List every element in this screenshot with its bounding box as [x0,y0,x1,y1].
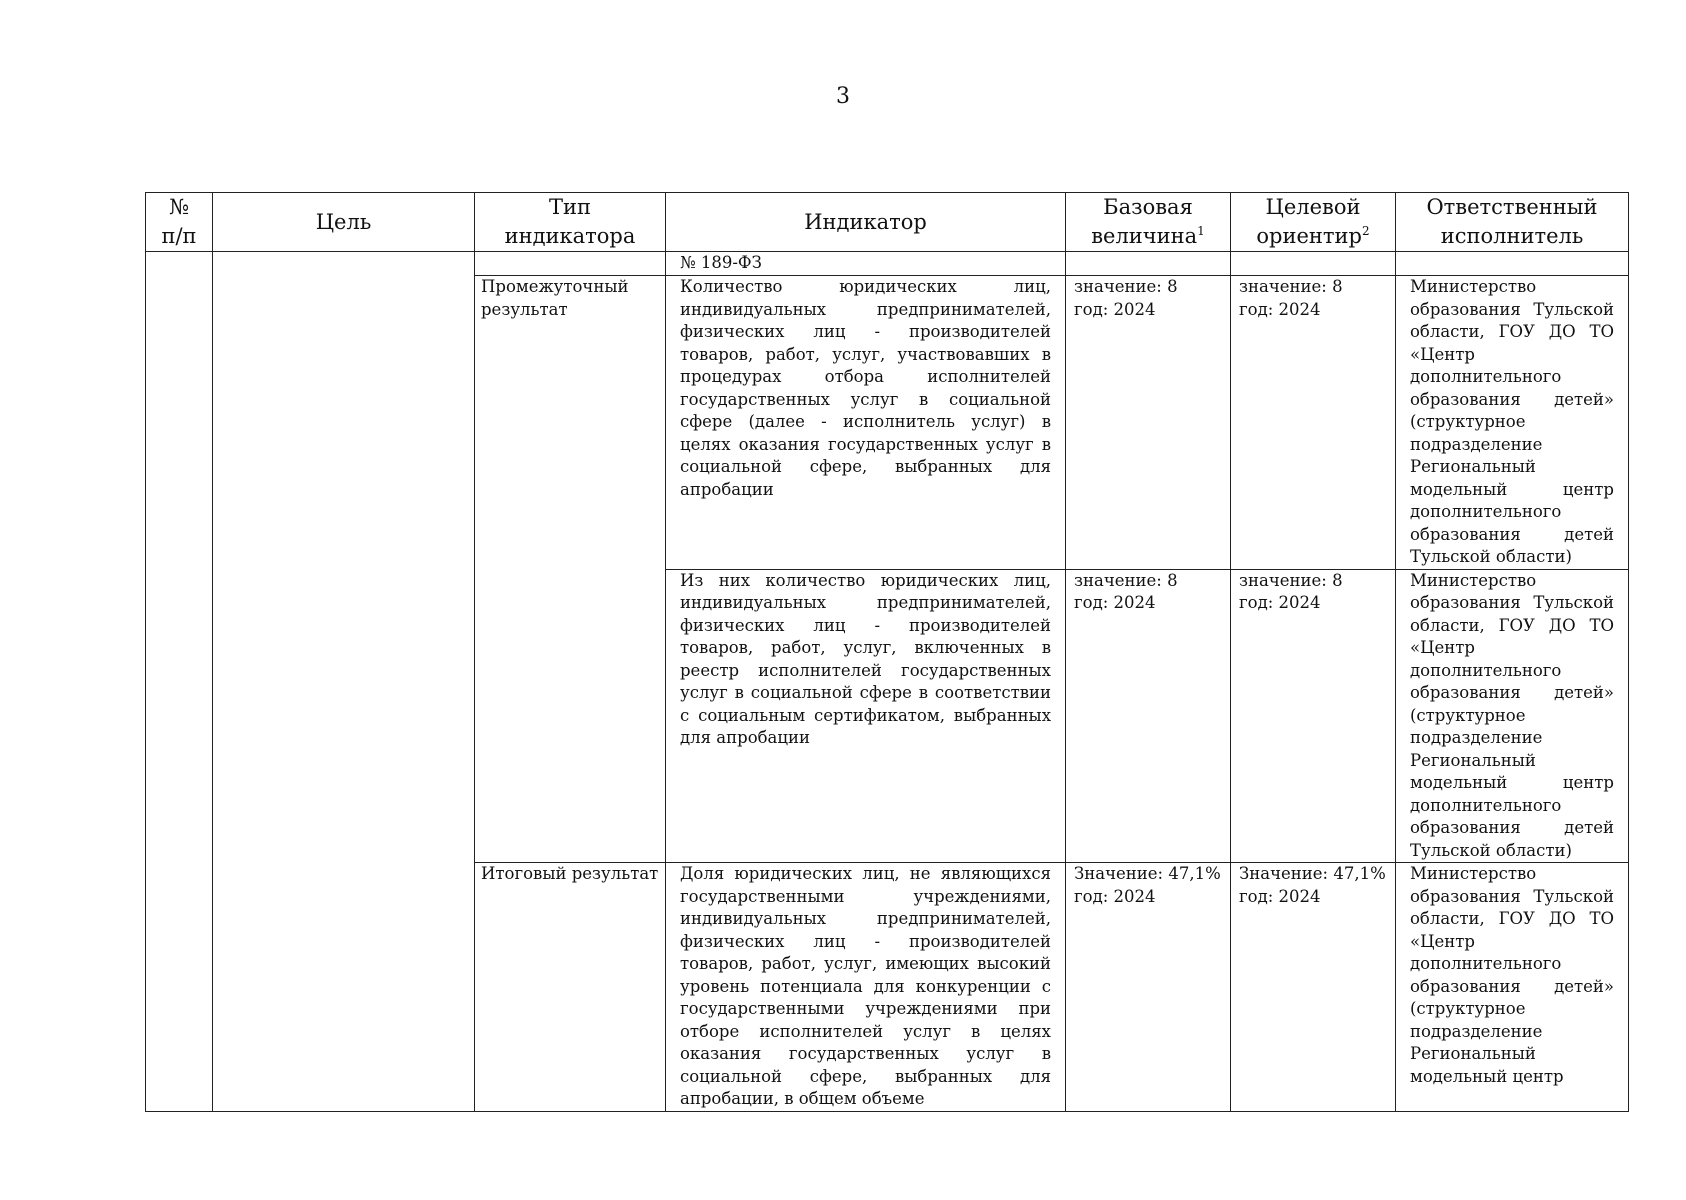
cell-base-value: значение: 8 год: 2024 [1066,569,1231,863]
header-target: Целевой ориентир$^2$ [1231,193,1396,252]
cell-base-value: Значение: 47,1% год: 2024 [1066,863,1231,1112]
cell-target-value: Значение: 47,1% год: 2024 [1231,863,1396,1112]
header-type: Тип индикатора [475,193,666,252]
cell-responsible: Министерство образования Тульской области, ГОУ ДО ТО «Центр дополнительного образования детей» (структурное подразделение Региональный модельный центр [1396,863,1629,1112]
cell-target-value: значение: 8 год: 2024 [1231,569,1396,863]
header-goal: Цель [213,193,475,252]
header-row [146,193,1629,252]
cell-type: Итоговый результат [475,863,666,1112]
page-number: 3 [836,84,850,109]
cell-type-continuation [475,252,666,276]
indicators-table [145,192,1629,1112]
header-base: Базовая величина$^1$ [1066,193,1231,252]
cell-type: Промежуточный результат [475,276,666,863]
cell-indicator: Из них количество юридических лиц, индивидуальных предпринимателей, физических лиц - производителей товаров, работ, услуг, включенных в реестр исполнителей государственных услуг в социальной сфере в соответствии с социальным сертификатом, выбранных для апробации [666,569,1066,863]
cell-indicator: Доля юридических лиц, не являющихся государственными учреждениями, индивидуальных предпринимателей, физических лиц - производителей товаров, работ, услуг, имеющих высокий уровень потенциала для конкуренции с государственными учреждениями при отборе исполнителей услуг в целях оказания государственных услуг в социальной сфере, выбранных для апробации, в общем объеме [666,863,1066,1112]
cell-responsible: Министерство образования Тульской области, ГОУ ДО ТО «Центр дополнительного образования детей» (структурное подразделение Региональный модельный центр дополнительного образования детей Тульской области) [1396,276,1629,570]
cell-responsible: Министерство образования Тульской области, ГОУ ДО ТО «Центр дополнительного образования детей» (структурное подразделение Региональный модельный центр дополнительного образования детей Тульской области) [1396,569,1629,863]
cell-responsible-continuation [1396,252,1629,276]
cell-indicator: Количество юридических лиц, индивидуальных предпринимателей, физических лиц - производителей товаров, работ, услуг, участвовавших в процедурах отбора исполнителей государственных услуг в социальной сфере (далее - исполнитель услуг) в целях оказания государственных услуг в социальной сфере, выбранных для апробации [666,276,1066,570]
cell-num [146,252,213,1112]
cell-indicator-continuation: № 189-ФЗ [666,252,1066,276]
cell-goal [213,252,475,1112]
header-num: № п/п [146,193,213,252]
cell-target-continuation [1231,252,1396,276]
header-responsible: Ответственный исполнитель [1396,193,1629,252]
cell-base-continuation [1066,252,1231,276]
cell-target-value: значение: 8 год: 2024 [1231,276,1396,570]
table-row-continuation [146,252,1629,276]
header-indicator: Индикатор [666,193,1066,252]
cell-base-value: значение: 8 год: 2024 [1066,276,1231,570]
